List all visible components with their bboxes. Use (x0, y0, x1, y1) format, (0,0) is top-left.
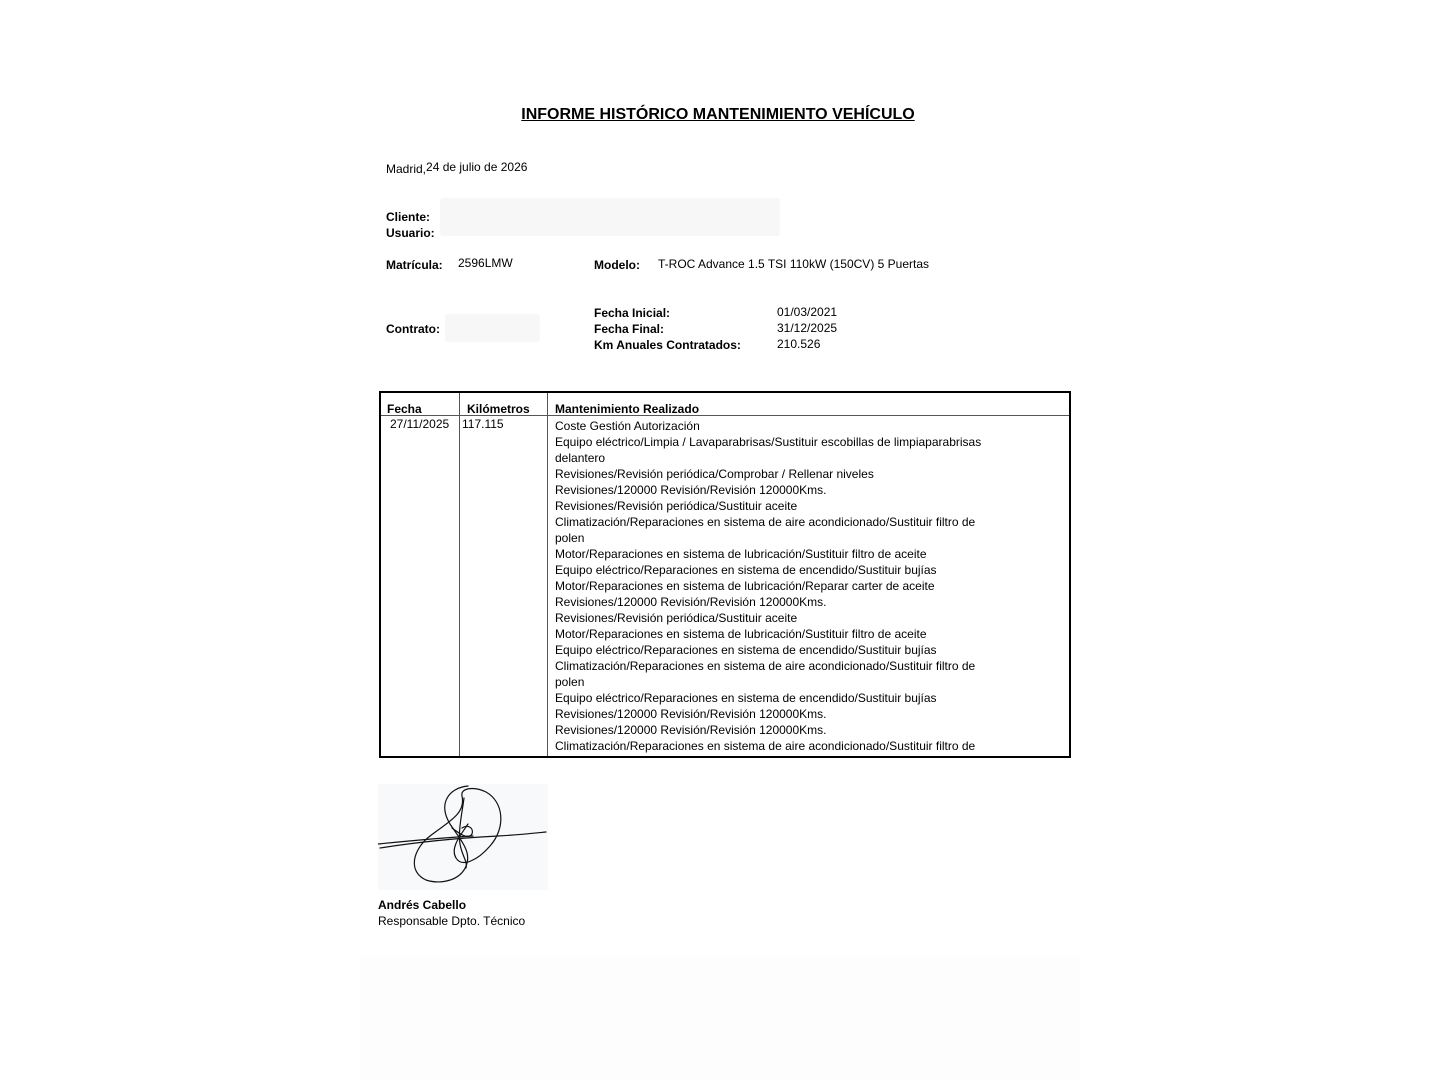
km-anuales-label: Km Anuales Contratados: (594, 338, 741, 352)
maintenance-task-list (555, 418, 981, 754)
row-fecha: 27/11/2025 (390, 417, 450, 431)
fecha-inicial-label: Fecha Inicial: (594, 306, 671, 320)
modelo-value: T-ROC Advance 1.5 TSI 110kW (150CV) 5 Puertas (658, 257, 930, 271)
header-fecha: Fecha (387, 402, 422, 416)
maintenance-task-line: Revisiones/120000 Revisión/Revisión 120000Kms. (555, 707, 827, 721)
maintenance-task-line: Climatización/Reparaciones en sistema de aire acondicionado/Sustituir filtro de (555, 515, 976, 529)
matricula-label: Matrícula: (386, 258, 443, 272)
maintenance-task-line: Motor/Reparaciones en sistema de lubricación/Reparar carter de aceite (555, 579, 935, 593)
maintenance-task-line: Climatización/Reparaciones en sistema de aire acondicionado/Sustituir filtro de (555, 659, 976, 673)
handwritten-signature (378, 784, 548, 890)
usuario-label: Usuario: (386, 226, 435, 240)
contrato-label: Contrato: (386, 322, 440, 336)
maintenance-task-line: polen (555, 675, 585, 689)
maintenance-task-line: polen (555, 531, 585, 545)
maintenance-task-line: Revisiones/Revisión periódica/Sustituir aceite (555, 499, 798, 513)
km-anuales-value: 210.526 (777, 337, 821, 351)
maintenance-task-line: Motor/Reparaciones en sistema de lubricación/Sustituir filtro de aceite (555, 547, 927, 561)
maintenance-table (379, 391, 1071, 758)
matricula-value: 2596LMW (458, 256, 513, 270)
place-prefix: Madrid, (386, 162, 427, 176)
column-divider (547, 393, 548, 756)
maintenance-task-line: Revisiones/120000 Revisión/Revisión 120000Kms. (555, 723, 827, 737)
row-kilometros: 117.115 (462, 417, 504, 431)
place-date (386, 162, 527, 176)
document-title: INFORME HISTÓRICO MANTENIMIENTO VEHÍCULO (521, 106, 915, 123)
column-divider (459, 393, 460, 756)
fecha-inicial-value: 01/03/2021 (777, 305, 838, 319)
maintenance-task-line: Equipo eléctrico/Reparaciones en sistema de encendido/Sustituir bujías (555, 691, 937, 705)
maintenance-task-line: Equipo eléctrico/Limpia / Lavaparabrisas/Sustituir escobillas de limpiaparabrisas (555, 435, 982, 449)
maintenance-task-line: Revisiones/Revisión periódica/Comprobar / Rellenar niveles (555, 467, 874, 481)
signatory-role: Responsable Dpto. Técnico (378, 914, 526, 928)
fecha-final-value: 31/12/2025 (777, 321, 838, 335)
document-date: 24 de julio de 2026 (426, 160, 528, 174)
fecha-final-label: Fecha Final: (594, 322, 665, 336)
maintenance-task-line: Revisiones/Revisión periódica/Sustituir aceite (555, 611, 798, 625)
maintenance-task-line: Motor/Reparaciones en sistema de lubricación/Sustituir filtro de aceite (555, 627, 927, 641)
header-kilometros: Kilómetros (467, 402, 530, 416)
maintenance-task-line: Coste Gestión Autorización (555, 419, 700, 433)
maintenance-task-line: Equipo eléctrico/Reparaciones en sistema de encendido/Sustituir bujías (555, 643, 937, 657)
redacted-client-info (440, 198, 780, 236)
page-footer-area (360, 955, 1080, 1080)
maintenance-task-line: Revisiones/120000 Revisión/Revisión 120000Kms. (555, 483, 827, 497)
signature (378, 784, 548, 890)
signatory-name: Andrés Cabello (378, 898, 467, 912)
header-mantenimiento: Mantenimiento Realizado (555, 402, 700, 416)
maintenance-task-line: Revisiones/120000 Revisión/Revisión 120000Kms. (555, 595, 827, 609)
maintenance-task-line: Equipo eléctrico/Reparaciones en sistema de encendido/Sustituir bujías (555, 563, 937, 577)
maintenance-task-line: Climatización/Reparaciones en sistema de aire acondicionado/Sustituir filtro de (555, 739, 976, 753)
maintenance-task-line: delantero (555, 451, 606, 465)
cliente-label: Cliente: (386, 210, 431, 224)
modelo-label: Modelo: (594, 258, 640, 272)
redacted-contract-number (445, 314, 540, 342)
